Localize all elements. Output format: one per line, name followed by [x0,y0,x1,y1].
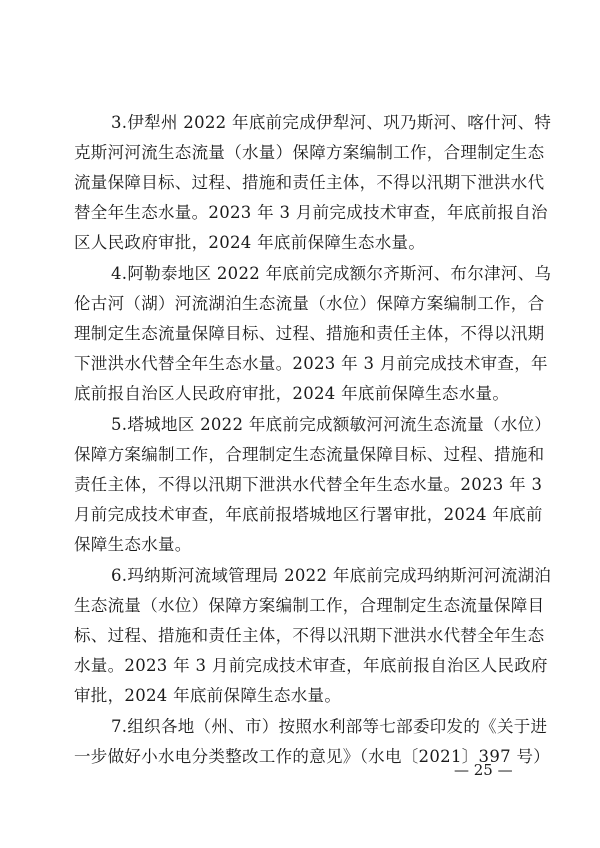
page-number: — 25 — [454,761,513,779]
text-line: 替全年生态水量。2023 年 3 月前完成技术审查，年底前报自治 [74,203,548,222]
text-line: 保障方案编制工作，合理制定生态流量保障目标、过程、措施和 [74,445,545,464]
text-line: 4.阿勒泰地区 2022 年底前完成额尔齐斯河、布尔津河、乌 [111,264,552,283]
text-line: 下泄洪水代替全年生态水量。2023 年 3 月前完成技术审查，年 [74,354,548,373]
text-line: 流量保障目标、过程、措施和责任主体，不得以汛期下泄洪水代 [74,173,545,192]
text-line: 标、过程、措施和责任主体，不得以汛期下泄洪水代替全年生态 [74,626,545,645]
text-line: 6.玛纳斯河流域管理局 2022 年底前完成玛纳斯河河流湖泊 [111,566,552,585]
text-line: 伦古河（湖）河流湖泊生态流量（水位）保障方案编制工作，合 [74,294,545,313]
paragraph-item-6 [74,561,552,711]
text-line: 7.组织各地（州、市）按照水利部等七部委印发的《关于进 [111,717,548,736]
text-line: 5.塔城地区 2022 年底前完成额敏河河流生态流量（水位） [111,415,552,434]
text-line: 保障生态水量。 [74,535,192,554]
text-line: 理制定生态流量保障目标、过程、措施和责任主体，不得以汛期 [74,324,545,343]
text-line: 底前报自治区人民政府审批，2024 年底前保障生态水量。 [74,384,510,403]
document-body [74,108,552,773]
text-line: 审批，2024 年底前保障生态水量。 [74,686,342,705]
paragraph-item-3 [74,108,552,258]
text-line: 生态流量（水位）保障方案编制工作，合理制定生态流量保障目 [74,596,545,615]
text-line: 一步做好小水电分类整改工作的意见》（水电〔2021〕397 号） [74,747,551,766]
text-line: 责任主体，不得以汛期下泄洪水代替全年生态水量。2023 年 3 [74,475,543,494]
paragraph-item-4 [74,259,552,409]
text-line: 克斯河河流生态流量（水量）保障方案编制工作，合理制定生态 [74,143,545,162]
text-line: 月前完成技术审查，年底前报塔城地区行署审批，2024 年底前 [74,505,543,524]
paragraph-item-5 [74,410,552,560]
text-line: 3.伊犁州 2022 年底前完成伊犁河、巩乃斯河、喀什河、特 [111,113,552,132]
text-line: 区人民政府审批，2024 年底前保障生态水量。 [74,233,426,252]
text-line: 水量。2023 年 3 月前完成技术审查，年底前报自治区人民政府 [74,656,548,675]
